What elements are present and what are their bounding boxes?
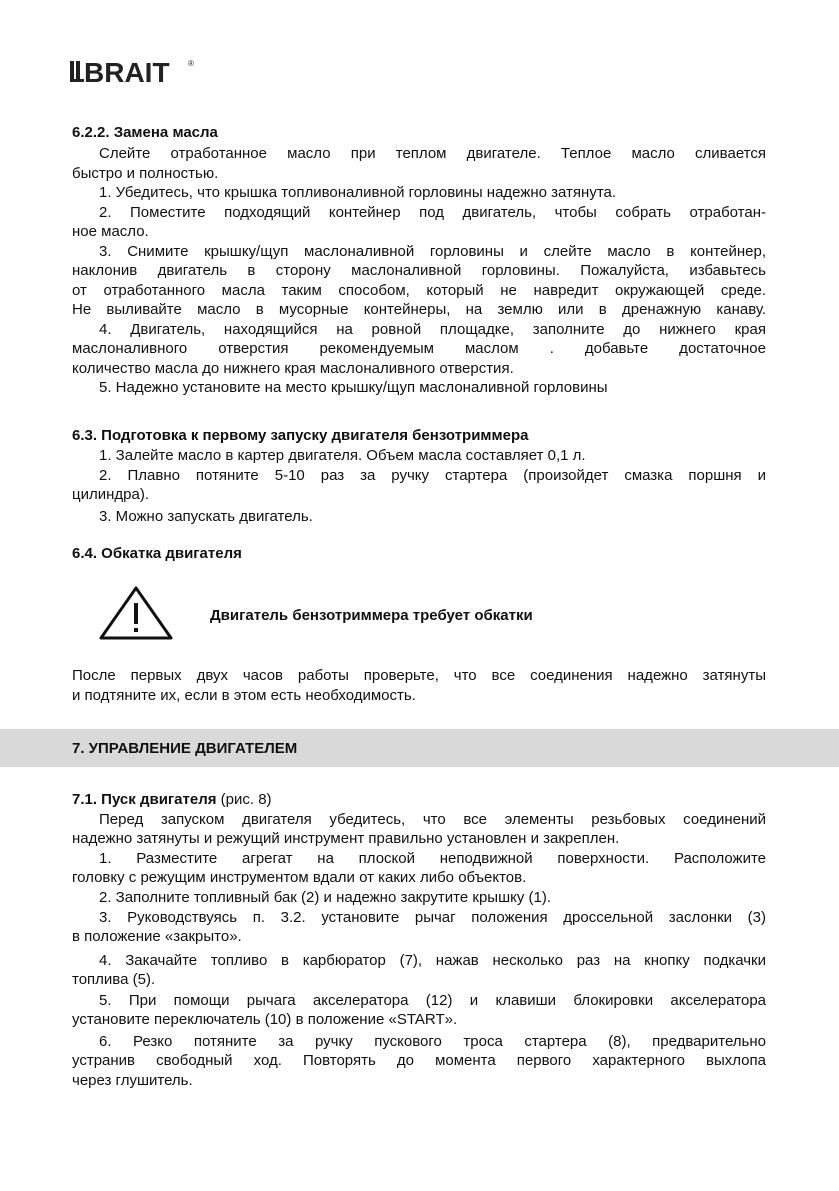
step-line: 3. Руководствуясь п. 3.2. установите рычаг положения дроссельной заслонки (3) — [99, 909, 766, 926]
step-line: цилиндра). — [72, 486, 149, 503]
step-line: в положение «закрыто». — [72, 928, 242, 945]
paragraph-line: Слейте отработанное масло при теплом двигателе. Теплое масло сливается — [99, 145, 766, 162]
paragraph-line: Перед запуском двигателя убедитесь, что все элементы резьбовых соединений — [99, 811, 766, 828]
figure-reference: (рис. 8) — [216, 791, 272, 808]
step-line: 3. Снимите крышку/щуп маслоналивной горловины и слейте масло в контейнер, — [99, 243, 766, 260]
step-line: через глушитель. — [72, 1072, 193, 1089]
step-line: 1. Разместите агрегат на плоской неподвижной поверхности. Расположите — [99, 850, 766, 867]
step-line: 3. Можно запускать двигатель. — [99, 508, 313, 525]
step-line: устранив свободный ход. Повторять до момента первого характерного выхлопа — [72, 1052, 766, 1069]
step-line: 6. Резко потяните за ручку пускового троса стартера (8), предварительно — [99, 1033, 766, 1050]
step-line: ное масло. — [72, 223, 149, 240]
registered-mark: ® — [188, 59, 194, 68]
step-line: 4. Закачайте топливо в карбюратор (7), нажав несколько раз на кнопку подкачки — [99, 952, 766, 969]
section-title-7-1 — [72, 790, 272, 809]
paragraph-line: надежно затянуты и режущий инструмент правильно установлен и закреплен. — [72, 830, 620, 847]
warning-text: Двигатель бензотриммера требует обкатки — [210, 607, 533, 624]
step-line: установите переключатель (10) в положение «START». — [72, 1011, 458, 1028]
step-line: 1. Убедитесь, что крышка топливоналивной горловины надежно затянута. — [99, 184, 617, 201]
paragraph-line: После первых двух часов работы проверьте, что все соединения надежно затянуты — [72, 667, 766, 684]
step-line: маслоналивного отверстия рекомендуемым маслом . добавьте достаточное — [72, 340, 766, 357]
step-line: 2. Заполните топливный бак (2) и надежно закрутите крышку (1). — [99, 889, 551, 906]
paragraph-line: и подтяните их, если в этом есть необходимость. — [72, 687, 416, 704]
step-line: 5. При помощи рычага акселератора (12) и клавиши блокировки акселератора — [99, 992, 766, 1009]
step-line: Не выливайте масло в мусорные контейнеры, на землю или в дренажную канаву. — [72, 301, 766, 318]
brand-name: BRAIT — [84, 57, 170, 84]
step-line: от отработанного масла таким способом, который не навредит окружающей среде. — [72, 282, 766, 299]
step-line: 4. Двигатель, находящийся на ровной площадке, заполните до нижнего края — [99, 321, 766, 338]
step-line: 5. Надежно установите на место крышку/щуп маслоналивной горловины — [99, 379, 608, 396]
section-title-6-3: 6.3. Подготовка к первому запуску двигателя бензотриммера — [72, 427, 529, 444]
section-title-7: 7. УПРАВЛЕНИЕ ДВИГАТЕЛЕМ — [72, 740, 298, 757]
step-line: головку с режущим инструментом вдали от каких либо объектов. — [72, 869, 527, 886]
step-line: топлива (5). — [72, 971, 156, 988]
warning-triangle-icon — [98, 585, 174, 641]
step-line: 1. Залейте масло в картер двигателя. Объем масла составляет 0,1 л. — [99, 447, 586, 464]
section-title-6-4: 6.4. Обкатка двигателя — [72, 545, 242, 562]
step-line: 2. Плавно потяните 5-10 раз за ручку стартера (произойдет смазка поршня и — [99, 467, 766, 484]
paragraph-line: быстро и полностью. — [72, 165, 219, 182]
section-title-7-1-text: 7.1. Пуск двигателя — [72, 791, 217, 808]
step-line: количество масла до нижнего края маслоналивного отверстия. — [72, 360, 514, 377]
step-line: наклонив двигатель в сторону маслоналивной горловины. Пожалуйста, избавьтесь — [72, 262, 766, 279]
brait-logo — [70, 52, 210, 84]
step-line: 2. Поместите подходящий контейнер под двигатель, чтобы собрать отработан- — [99, 204, 766, 221]
section-title-6-2-2: 6.2.2. Замена масла — [72, 124, 218, 141]
